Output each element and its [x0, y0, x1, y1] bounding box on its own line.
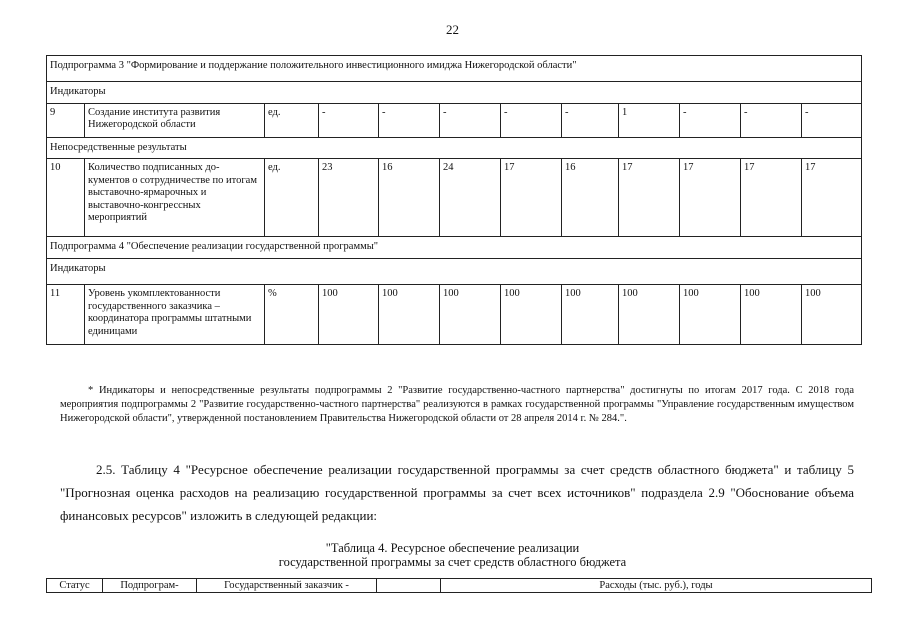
indicators-table	[46, 55, 862, 345]
value-cell: 100	[619, 285, 680, 345]
section-title: Непосредственные результаты	[47, 138, 862, 159]
value-cell: 17	[501, 159, 562, 237]
row-number: 9	[47, 104, 85, 138]
header-cell-blank	[377, 579, 441, 593]
section-row	[47, 56, 862, 82]
section-row	[47, 138, 862, 159]
indicator-name: Создание института развития Нижегородской области	[85, 104, 265, 138]
section-row	[47, 82, 862, 104]
value-cell: -	[501, 104, 562, 138]
section-title: Подпрограмма 4 "Обеспечение реализации государственной программы"	[47, 237, 862, 259]
value-cell: -	[680, 104, 741, 138]
value-cell: 16	[562, 159, 619, 237]
table4-caption-line2: государственной программы за счет средств областного бюджета	[278, 555, 627, 569]
value-cell: 100	[501, 285, 562, 345]
value-cell: 17	[741, 159, 802, 237]
header-cell-expenses: Расходы (тыс. руб.), годы	[441, 579, 872, 593]
section-title: Индикаторы	[47, 82, 862, 104]
value-cell: -	[319, 104, 379, 138]
unit-cell: ед.	[265, 159, 319, 237]
indicator-name: Уровень укомплектованности государственного заказчика – координатора программы штатными единицами	[85, 285, 265, 345]
unit-cell: %	[265, 285, 319, 345]
value-cell: -	[379, 104, 440, 138]
table-row	[47, 285, 862, 345]
page-number: 22	[446, 22, 459, 37]
table4-header-row	[47, 579, 872, 593]
value-cell: 100	[440, 285, 501, 345]
section-title: Подпрограмма 3 "Формирование и поддержание положительного инвестиционного имиджа Нижегородской области"	[47, 56, 862, 82]
table4-caption	[0, 541, 905, 569]
value-cell: -	[440, 104, 501, 138]
value-cell: 100	[319, 285, 379, 345]
value-cell: 100	[680, 285, 741, 345]
row-number: 10	[47, 159, 85, 237]
value-cell: 23	[319, 159, 379, 237]
value-cell: 17	[680, 159, 741, 237]
value-cell: -	[741, 104, 802, 138]
value-cell: -	[802, 104, 862, 138]
header-cell-status: Статус	[47, 579, 103, 593]
value-cell: 100	[562, 285, 619, 345]
value-cell: 17	[802, 159, 862, 237]
value-cell: 1	[619, 104, 680, 138]
value-cell: -	[562, 104, 619, 138]
value-cell: 17	[619, 159, 680, 237]
amendment-paragraph: 2.5. Таблицу 4 "Ресурсное обеспечение реализации государственной программы за счет средств областного бюджета" и таблицу 5 "Прогнозная оценка расходов на реализацию государственной программы за счет всех источников" подраздела 2.9 "Обоснование объема финансовых ресурсов" изложить в следующей редакции:	[60, 462, 854, 523]
table4-header	[46, 578, 872, 593]
value-cell: 100	[379, 285, 440, 345]
value-cell: 100	[741, 285, 802, 345]
header-cell-subprogram: Подпрограм-	[103, 579, 197, 593]
row-number: 11	[47, 285, 85, 345]
section-row	[47, 237, 862, 259]
table-row	[47, 104, 862, 138]
section-title: Индикаторы	[47, 259, 862, 285]
footnote: * Индикаторы и непосредственные результаты подпрограммы 2 "Развитие государственно-частного партнерства" достигнуты по итогам 2017 года. С 2018 года мероприятия подпрограммы 2 "Развитие государственно-частного партнерства" реализуются в рамках государственной программы "Управление государственным имуществом Нижегородской области", утвержденной постановлением Правительства Нижегородской области от 28 апреля 2014 г. № 284.".	[60, 385, 854, 424]
unit-cell: ед.	[265, 104, 319, 138]
table-row	[47, 159, 862, 237]
section-row	[47, 259, 862, 285]
header-cell-customer: Государственный заказчик -	[197, 579, 377, 593]
value-cell: 100	[802, 285, 862, 345]
value-cell: 16	[379, 159, 440, 237]
value-cell: 24	[440, 159, 501, 237]
table4-caption-line1: "Таблица 4. Ресурсное обеспечение реализации	[325, 541, 580, 555]
indicator-name: Количество подписанных до-кументов о сотрудничестве по итогам выставочно-ярмарочных и выставочно-конгрессных мероприятий	[85, 159, 265, 237]
